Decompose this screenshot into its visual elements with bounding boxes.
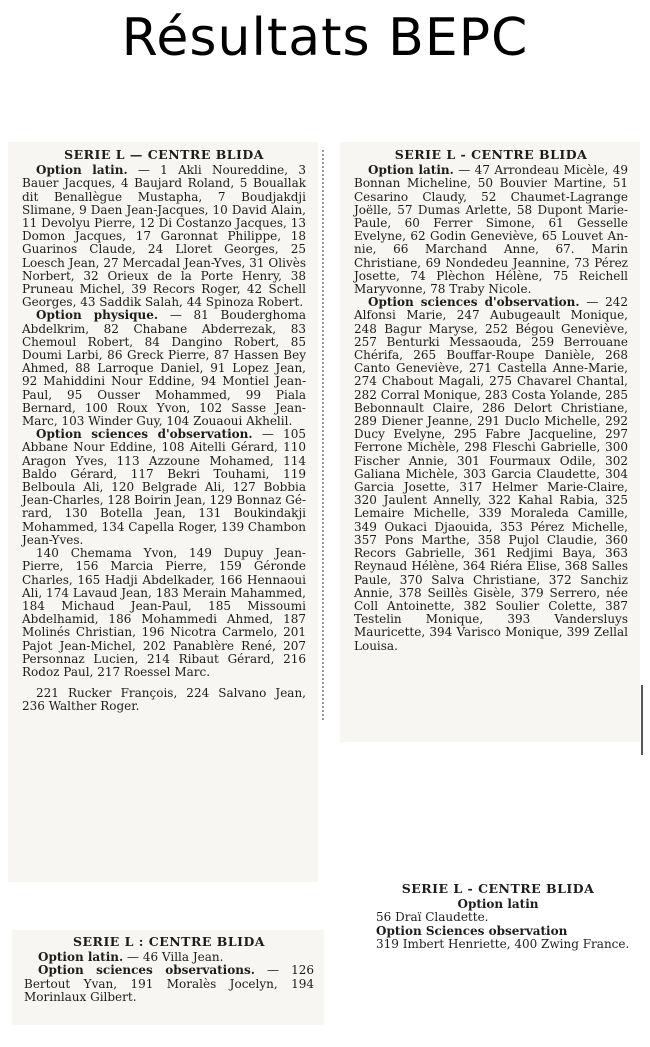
option-sciences-label: Option Sciences observation [376, 923, 568, 938]
results-paragraph-latin: Option latin. — 46 Villa Jean. [38, 950, 224, 965]
clipping-heading: SERIE L - CENTRE BLIDA [394, 147, 588, 162]
clipping-serie-l-extra [352, 878, 642, 993]
results-paragraph-sciences: Option sciences observations. — 126 Bertout Yvan, 191 Moralès Jocelyn, 194 Morinlaux Gilbert. [24, 963, 314, 1004]
clipping-heading: SERIE L : CENTRE BLIDA [73, 934, 265, 949]
results-paragraph-physique: Option physique. — 81 Bouderghoma Abdelkrim, 82 Chabane Abderrezak, 83 Chemoul Robert, 84 Dangino Robert, 85 Doumi Larbi, 86 Greck Pierre, 87 Hassen Bey Ahmed, 88 Larroque Daniel, 91 Lopez Jean, 92 Mahiddini Nour Eddine, 94 Montiel Jean-Paul, 95 Ousser Mohammed, 99 Piala Bernard, 100 Roux Yvon, 102 Sasse Jean-Marc, 103 Winder Guy, 104 Zouaoui Akhelil. [22, 308, 306, 429]
clipping-heading: SERIE L - CENTRE BLIDA [401, 881, 595, 896]
page-title: Résultats BEPC [121, 8, 529, 68]
results-paragraph-sciences-end: 221 Rucker François, 224 Salvano Jean, 236 Walther Roger. [22, 686, 306, 714]
option-latin-label: Option latin [457, 897, 539, 912]
results-line-sciences: 319 Imbert Henriette, 400 Zwing France. [376, 936, 630, 951]
results-paragraph-sciences-cont: 140 Chemama Yvon, 149 Dupuy Jean-Pierre, 156 Marcia Pierre, 159 Géronde Charles, 165 Hadji Abdelkader, 166 Hennaoui Ali, 174 Lavaud Jean, 183 Merain Mahammed, 184 Michaud Jean-Paul, 185 Missoumi Abdelhamid, 186 Mohammedi Ahmed, 187 Molinés Christian, 196 Nicotra Carmelo, 201 Pajot Jean-Michel, 202 Panablère René, 207 Personnaz Lucien, 214 Ribaut Gérard, 216 Rodoz Paul, 217 Roessel Marc. [22, 546, 306, 679]
clipping-heading: SERIE L — CENTRE BLIDA [64, 147, 264, 162]
clipping-serie-l-girls [340, 142, 640, 742]
results-paragraph-latin: Option latin. — 47 Arrondeau Micèle, 49 Bonnan Micheline, 50 Bouvier Martine, 51 Cesarino Claudy, 52 Chaumet-Lagrange Joëlle, 57 Dumas Arlette, 58 Dupont Marie-Paule, 60 Ferrer Simone, 61 Gesselle Evelyne, 62 Godin Geneviève, 65 Louvet Annie, 66 Marchand Anne, 67. Marin Christiane, 69 Nondedeu Jeannine, 73 Pérez Josette, 74 Plèchon Hélène, 75 Reichell Maryvonne, 78 Traby Nicole. [354, 163, 628, 297]
clipping-serie-l-short [12, 930, 324, 1025]
results-paragraph-sciences: Option sciences d'observation. — 242 Alfonsi Marie, 247 Aubugeault Monique, 248 Bagur Maryse, 252 Bégou Geneviève, 257 Benturki Messaouda, 259 Berrouane Chérifa, 265 Bouffar-Roupe Danièle, 268 Canto Geneviève, 271 Castella Anne-Marie, 274 Chabout Magali, 275 Chavarel Chantal, 282 Corral Monique, 283 Costa Yolande, 285 Bebonnault Claire, 286 Delort Christiane, 289 Diener Jeanne, 291 Duclo Michelle, 292 Ducy Evelyne, 295 Fabre Jacqueline, 297 Ferrone Michèle, 298 Fleschi Gabrielle, 300 Fischer Annie, 301 Fourmaux Odile, 302 Galiana Michèle, 303 Garcia Claudette, 304 Garcia Josette, 317 Helmer Marie-Claire, 320 Jaulent Annelly, 322 Kahal Rabia, 325 Lemaire Michelle, 339 Moraleda Camille, 349 Oukaci Djaouida, 353 Pérez Michelle, 357 Pons Marthe, 358 Pujol Claudie, 360 Recors Gabrielle, 361 Redjimi Baya, 363 Reynaud Hélène, 364 Riéra Elise, 368 Salles Paule, 370 Salva Christiane, 372 Sanchiz Annie, 378 Seillès Gisèle, 379 Serrero, née Coll Antoinette, 382 Soulier Colette, 387 Testelin Monique, 393 Vandersluys Mauricette, 394 Varisco Monique, 399 Zellal Louisa. [354, 295, 628, 653]
clipping-edge-mark [641, 685, 643, 755]
column-fold-divider [322, 150, 328, 720]
results-paragraph-sciences: Option sciences d'observation. — 105 Abbane Nour Eddine, 108 Aitelli Gérard, 110 Aragon Yves, 113 Azzoune Mohamed, 114 Baldo Gérard, 117 Bekri Touhami, 119 Belboula Ali, 120 Belgrade Ali, 127 Bobbia Jean-Charles, 128 Boirin Jean, 129 Bonnaz Gérard, 130 Botella Jean, 131 Boukindakji Mohammed, 134 Capella Roger, 139 Chambon Jean-Yves. [22, 427, 306, 547]
results-line-latin: 56 Draï Claudette. [376, 910, 489, 925]
results-paragraph-latin: Option latin. — 1 Akli Noureddine, 3 Bauer Jacques, 4 Baujard Roland, 5 Bouallak dit Benallègue Mustapha, 7 Boudjakdji Slimane, 9 Daen Jean-Jacques, 10 David Alain, 11 Devolyu Pierre, 12 Di Costanzo Jacques, 13 Domon Jacques, 17 Garonnat Philippe, 18 Guarinos Claude, 24 Lloret Georges, 25 Loesch Jean, 27 Mercadal Jean-Yves, 31 Olivès Norbert, 32 Orieux de la Porte Henry, 38 Pruneau Michel, 39 Recors Roger, 42 Schell Georges, 43 Saddik Salah, 44 Spinoza Robert. [22, 163, 306, 310]
clipping-serie-l-boys [8, 142, 318, 882]
